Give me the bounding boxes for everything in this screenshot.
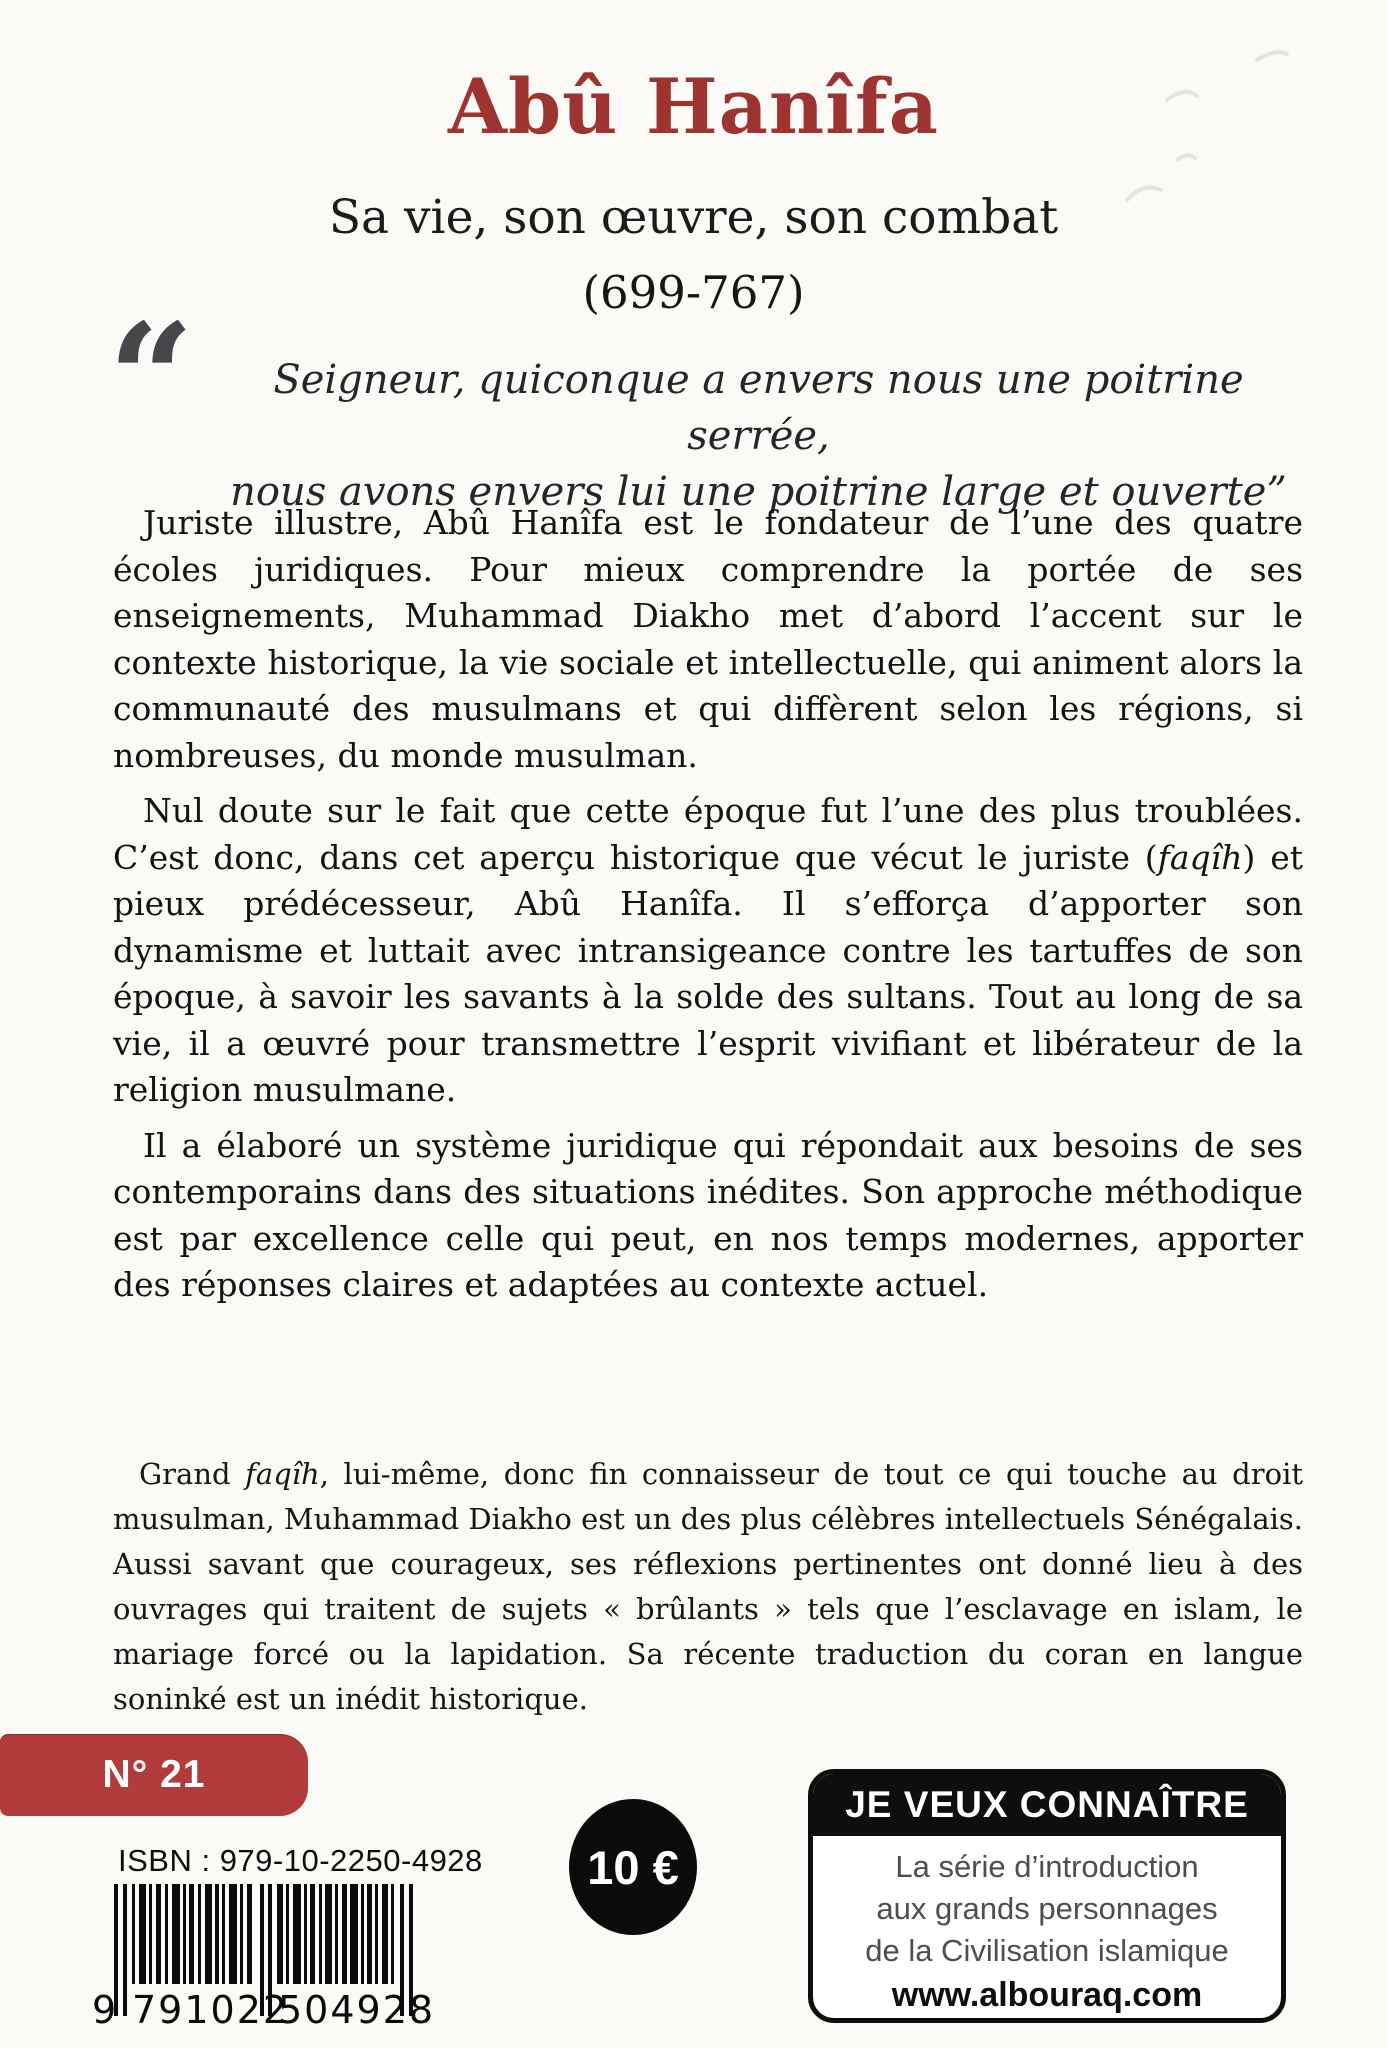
paragraph-2-text: Nul doute sur le fait que cette époque fut l’une des plus troublées. C’est donc, dans cet aperçu historique que vécut le juriste (: [113, 791, 1303, 877]
author-bio-paragraph: [113, 1452, 1303, 1722]
promo-line-1: La série d’introduction: [895, 1849, 1199, 1884]
barcode-digit-group-1: 9: [92, 1988, 117, 2032]
promo-header: JE VEUX CONNAÎTRE: [813, 1774, 1281, 1836]
book-subtitle: Sa vie, son œuvre, son combat: [328, 190, 1059, 245]
author-bio: [113, 1452, 1303, 1722]
bio-italic-term: faqîh: [245, 1457, 320, 1491]
life-dates: (699-767): [582, 266, 805, 319]
publisher-website: www.albouraq.com: [891, 1976, 1203, 2014]
paragraph-2-italic-term: faqîh: [1157, 837, 1243, 877]
synopsis-text: [113, 500, 1303, 1318]
series-number-badge: [0, 1734, 308, 1816]
isbn-label: ISBN : 979-10-2250-4928: [118, 1843, 483, 1878]
barcode-digit-group-2: 791022: [132, 1988, 290, 2032]
promo-description: [813, 1836, 1281, 2016]
series-number-label: N° 21: [102, 1753, 206, 1796]
bio-text: Grand: [139, 1457, 246, 1491]
promo-line-2: aux grands personnages: [876, 1891, 1218, 1926]
price-label: 10 €: [587, 1840, 679, 1894]
promo-line-3: de la Civilisation islamique: [865, 1933, 1229, 1968]
quote-line-2: nous avons envers lui une poitrine large et ouverte”: [230, 469, 1287, 515]
bio-text-end: , lui-même, donc fin connaisseur de tout ce qui touche au droit musulman, Muhammad Diakho est un des plus célèbres intellectuels Sénégalais. Aussi savant que courageux, ses réflexions pertinentes ont donné lieu à des ouvrages qui traitent de sujets « brûlants » tels que l’esclavage en islam, le mariage forcé ou la lapidation. Sa récente traduction du coran en langue soninké est un inédit historique.: [113, 1457, 1303, 1716]
synopsis-paragraph-2: [113, 788, 1303, 1114]
synopsis-paragraph-1: Juriste illustre, Abû Hanîfa est le fondateur de l’une des quatre écoles juridiques. Pour mieux comprendre la portée de ses enseignements, Muhammad Diakho met d’abord l’accent sur le contexte historique, la vie sociale et intellectuelle, qui animent alors la communauté des musulmans et qui diffèrent selon les régions, si nombreuses, du monde musulman.: [113, 503, 1303, 775]
paragraph-2-text-end: ) et pieux prédécesseur, Abû Hanîfa. Il s’efforça d’apporter son dynamisme et luttait avec intransigeance contre les tartuffes de son époque, à savoir les savants à la solde des sultans. Tout au long de sa vie, il a œuvré pour transmettre l’esprit vivifiant et libérateur de la religion musulmane.: [113, 837, 1303, 1109]
ean-barcode: [92, 1884, 436, 2042]
book-title: Abû Hanîfa: [448, 62, 939, 151]
series-promo-box: [808, 1769, 1286, 2023]
synopsis-paragraph-3: Il a élaboré un système juridique qui répondait aux besoins de ses contemporains dans des situations inédites. Son approche méthodique est par excellence celle qui peut, en nos temps modernes, apporter des réponses claires et adaptées au contexte actuel.: [113, 1125, 1303, 1304]
barcode-digit-group-3: 504928: [278, 1988, 436, 2032]
price-sticker: [569, 1799, 697, 1935]
quote-line-1: Seigneur, quiconque a envers nous une poitrine serrée,: [273, 357, 1244, 459]
quote-mark-icon: “: [108, 291, 195, 467]
barcode-digits: [92, 1980, 436, 2040]
